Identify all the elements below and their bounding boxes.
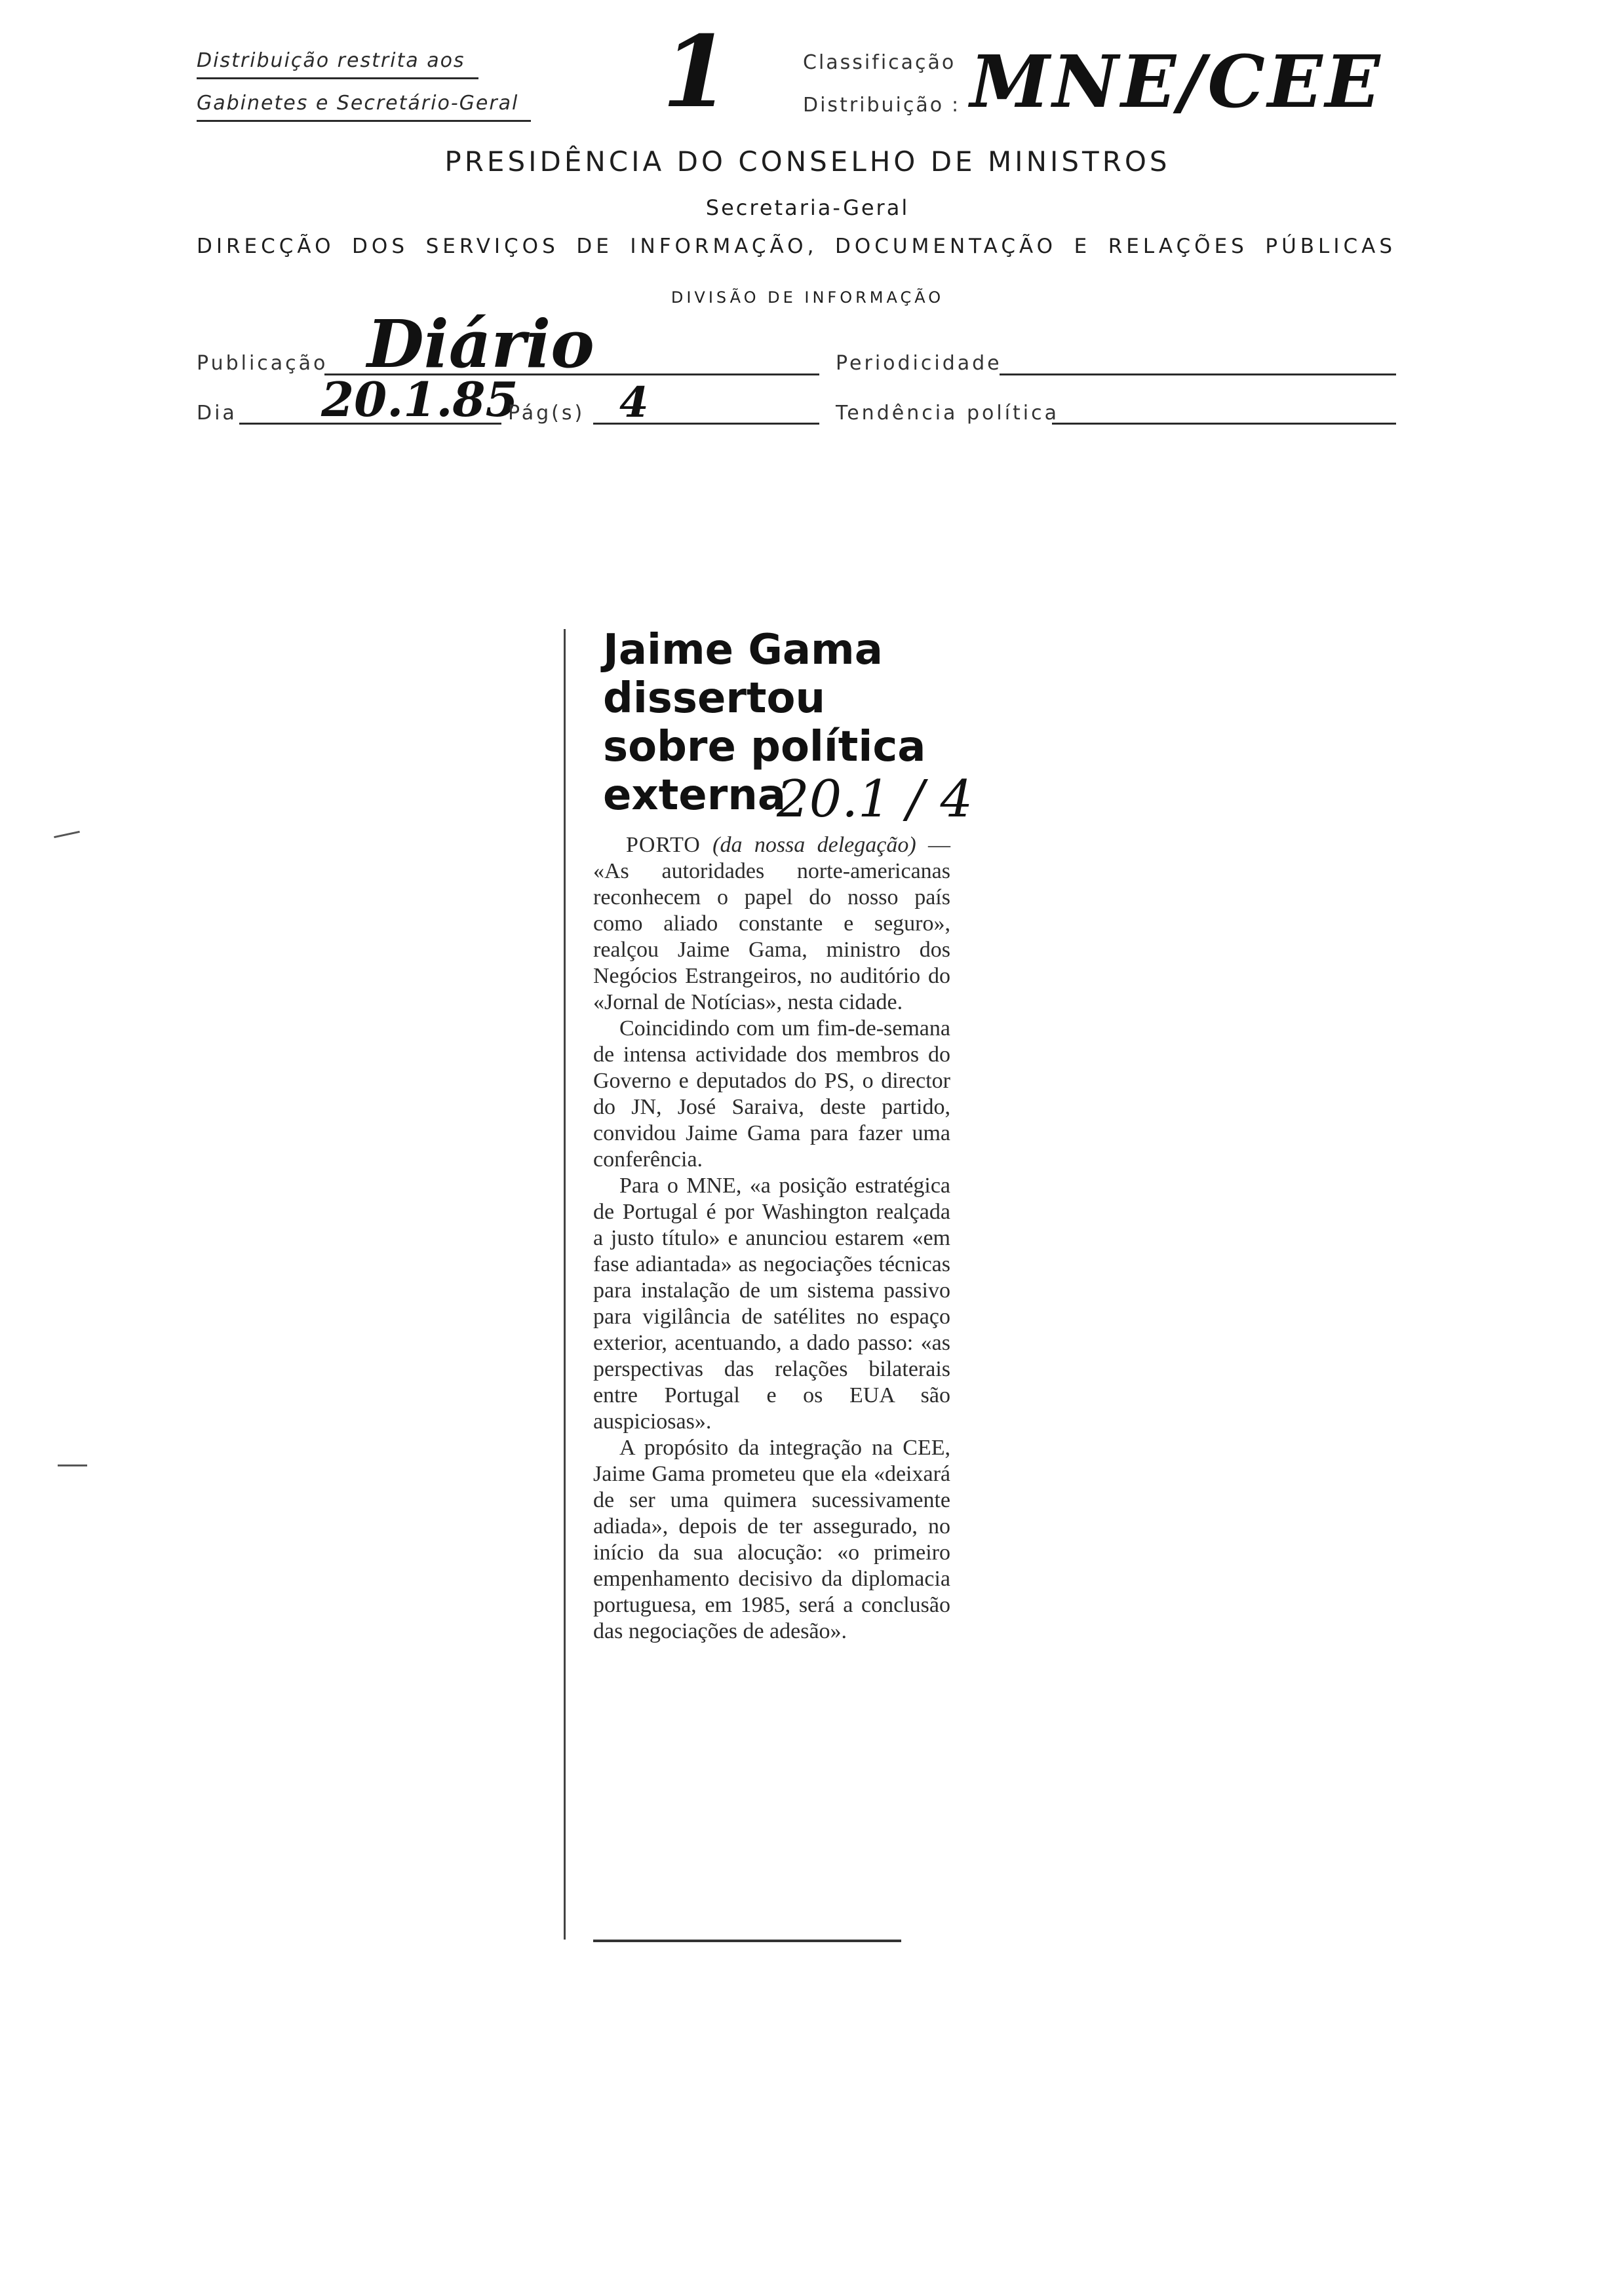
dia-value: 20.1.85 [321,372,518,427]
scan-mark-left-2 [58,1464,87,1466]
handwritten-classification: MNE/CEE [970,39,1383,124]
clipping-end-rule [593,1940,901,1942]
article-paragraph-4: A propósito da integração na CEE, Jaime Gama prometeu que ela «deixará de ser uma quimera sucessivamente adiada», depois de ter assegurado, no início da sua alocução: «o primeiro empenhamento decisivo da diplomacia portuguesa, em 1985, será a conclusão das negociações de adesão». [593,1436,950,1643]
scan-mark-left-1 [54,831,80,838]
periodicidade-label: Periodicidade [836,352,1002,375]
article-paragraph-2: Coincidindo com um fim-de-semana de intensa actividade dos membros do Governo e deputados do PS, o director do JN, José Saraiva, deste partido, convidou Jaime Gama para fazer uma conferência. [593,1016,950,1172]
direction-line: DIRECÇÃO DOS SERVIÇOS DE INFORMAÇÃO, DOCUMENTAÇÃO E RELAÇÕES PÚBLICAS [197,235,1396,258]
periodicidade-line [1000,373,1396,375]
clipping-left-rule [564,629,566,1940]
article-delegation: (da nossa delegação) [712,833,916,857]
dia-label: Dia [197,402,237,425]
pags-label: Pág(s) [508,402,585,425]
article-paragraph-3: Para o MNE, «a posição estratégica de Portugal é por Washington realçada a justo título» e anunciou estarem «em fase adiantada» as negociações técnicas para instalação de um sistema passivo para vigilância de satélites no espaço exterior, acentuando, a dado passo: «as perspectivas das relações bilaterais entre Portugal e os EUA são auspiciosas». [593,1174,950,1434]
article-paragraph-1 [593,832,950,1016]
distribution-underline-2 [197,120,531,122]
publicacao-label: Publicação [197,352,328,375]
headline-line-3: sobre política [603,723,926,771]
pags-value: 4 [619,378,649,427]
article-handwritten-annotation: 20.1 / 4 [777,770,973,829]
page-subtitle: Secretaria-Geral [705,195,910,220]
tendencia-label: Tendência política [836,402,1060,425]
distribution-note-line2: Gabinetes e Secretário-Geral [197,92,519,115]
division-line: DIVISÃO DE INFORMAÇÃO [671,288,944,307]
tendencia-line [1052,423,1396,425]
article-paragraph-1-text: — «As autoridades norte-americanas reconhecem o papel do nosso país como aliado constante e seguro», realçou Jaime Gama, ministro dos Negócios Estrangeiros, no auditório do «Jornal de Notícias», nesta cidade. [593,833,951,1014]
headline-line-1: Jaime Gama [603,626,883,674]
distribution-underline-1 [197,77,478,79]
publicacao-value: Diário [367,305,594,383]
distribuicao-label: Distribuição [803,94,944,117]
page-title: PRESIDÊNCIA DO CONSELHO DE MINISTROS [444,145,1171,178]
headline-line-4-text: externa [603,771,786,820]
distribuicao-colon: : [952,94,962,117]
classificacao-label: Classificação [803,51,956,74]
headline-line-2: dissertou [603,674,826,723]
handwritten-mark: 1 [662,14,731,130]
article-body [593,832,950,1645]
article-dateline: PORTO [626,833,701,857]
distribution-note-line1: Distribuição restrita aos [197,49,465,72]
